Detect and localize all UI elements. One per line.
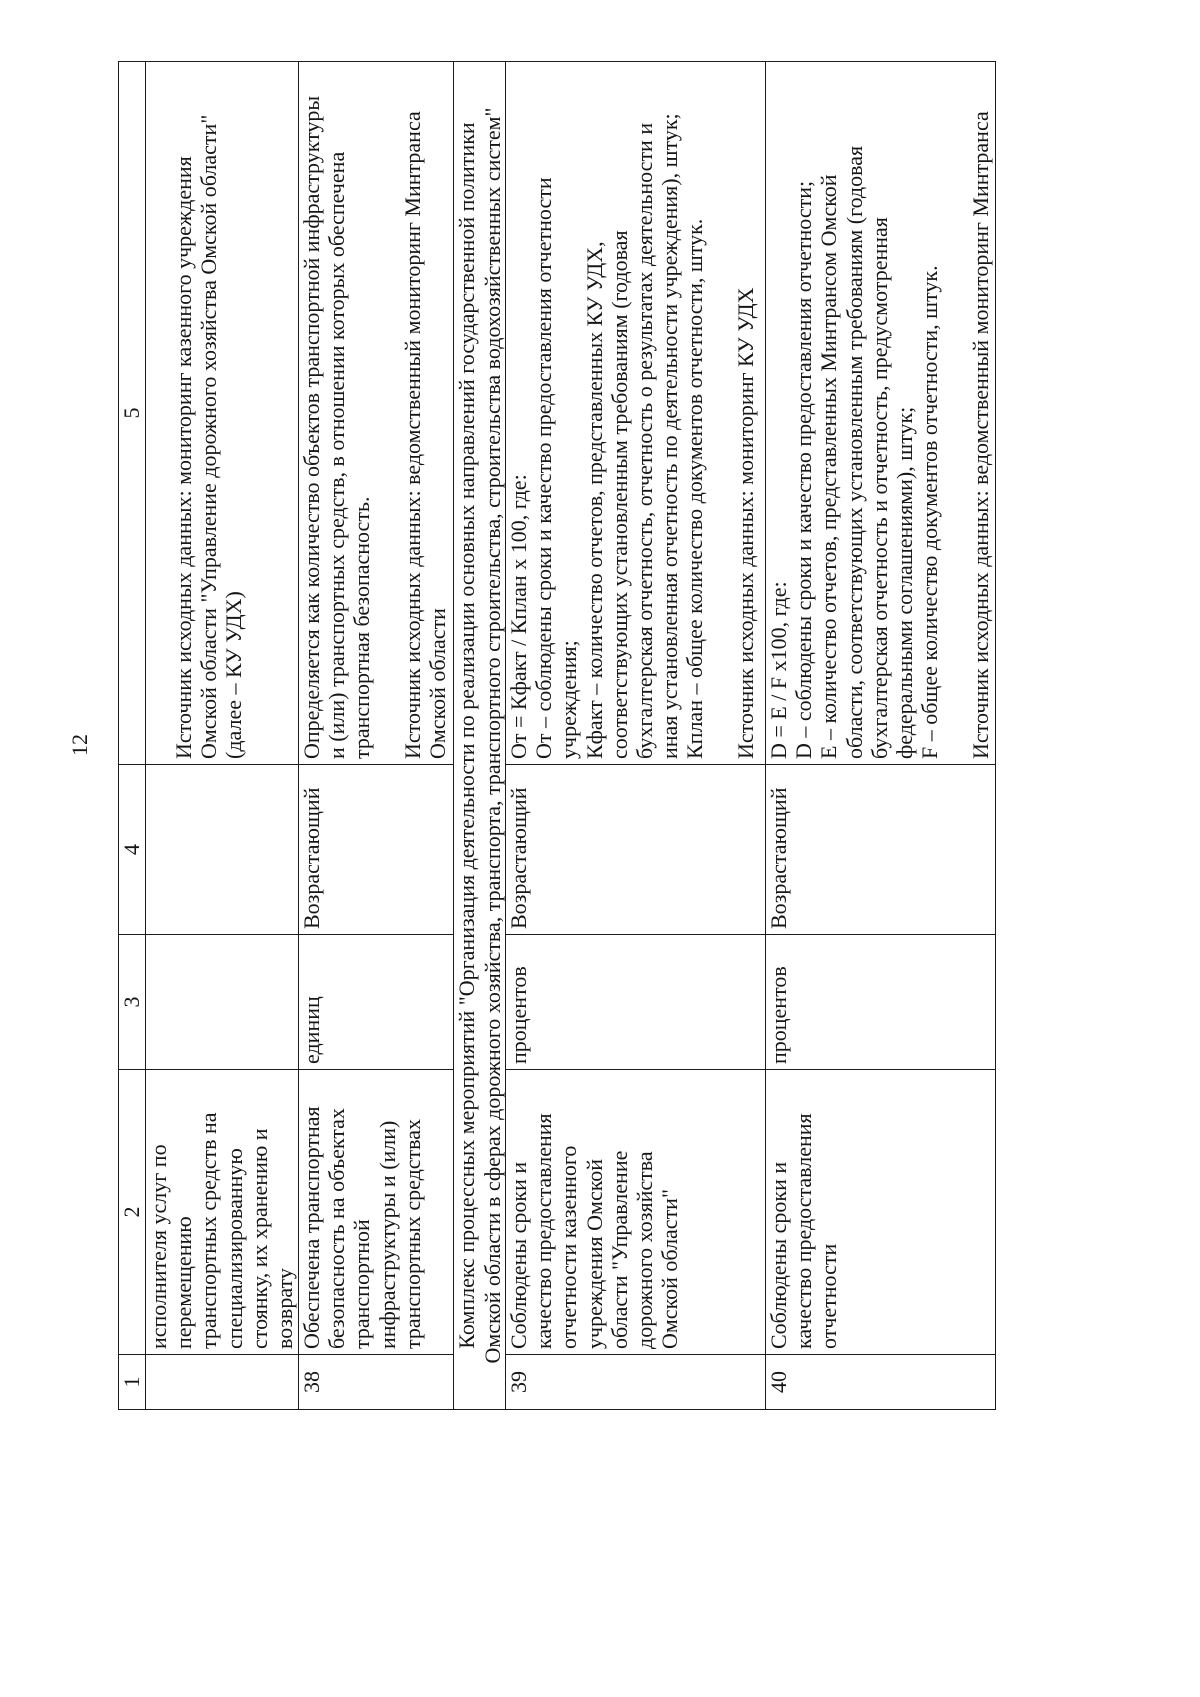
indicator-name-cell: Соблюдены сроки и качество предоставления отчетности [766,1070,996,1355]
table-row-40 [766,62,996,1410]
calculation-method-cell: Определяется как количество объектов транспортной инфраструктуры и (или) транспортных средств, в отношении которых обеспечена транспортная безопасность. Источник исходных данных: ведомственный мониторинг Минтранса Омской области [299,62,454,765]
indicator-name-cell: исполнителя услуг по перемещению транспортных средств на специализированную стоянку, их хранению и возврату [146,1070,299,1355]
table-row-39 [506,62,766,1410]
header-cell-5: 5 [119,62,146,765]
indicator-name-cell: Обеспечена транспортная безопасность на объектах транспортной инфраструктуры и (или) транспортных средствах [299,1070,454,1355]
row-number-cell: 39 [506,1355,766,1410]
row-number-cell: 38 [299,1355,454,1410]
row-number-cell [146,1355,299,1410]
rotated-sheet [58,62,995,1410]
unit-cell: процентов [766,935,996,1070]
calculation-method-cell: D = E / F х100, где: D – соблюдены сроки и качество предоставления отчетности; E – количество отчетов, представленных Минтрансом Омской области, соответствующих установленным требованиям (годовая бухгалтерская отчетность и отчетность, предусмотренная федеральными соглашениями), штук; F – общее количество документов отчетности, штук. Источник исходных данных: ведомственный мониторинг Минтранса [766,62,996,765]
trend-cell: Возрастающий [299,765,454,935]
header-cell-2: 2 [119,1070,146,1355]
calculation-method-cell: От = Кфакт / Кплан х 100, где: От – соблюдены сроки и качество предоставления отчетности учреждения; Кфакт – количество отчетов, представленных КУ УДХ, соответствующих установленным требованиям (годовая бухгалтерская отчетность, отчетность о результатах деятельности и иная установленная отчетность по деятельности учреждения), штук; Кплан – общее количество документов отчетности, штук. Источник исходных данных: мониторинг КУ УДХ [506,62,766,765]
header-cell-4: 4 [119,765,146,935]
calculation-method-cell: Источник исходных данных: мониторинг казенного учреждения Омской области "Управление дорожного хозяйства Омской области" (далее – КУ УДХ) [146,62,299,765]
section-title-cell: Комплекс процессных мероприятий "Организация деятельности по реализации основных направлений государственной политики Омской области в сферах дорожного хозяйства, транспорта, транспортного строительства, строительства водохозяйственных систем" [454,62,506,1410]
unit-cell [146,935,299,1070]
unit-cell: процентов [506,935,766,1070]
trend-cell: Возрастающий [506,765,766,935]
header-cell-1: 1 [119,1355,146,1410]
trend-cell: Возрастающий [766,765,996,935]
table-body [119,62,996,1410]
indicator-table [118,61,996,1410]
indicator-name-cell: Соблюдены сроки и качество предоставления отчетности казенного учреждения Омской области "Управление дорожного хозяйства Омской области" [506,1070,766,1355]
unit-cell: единиц [299,935,454,1070]
row-number-cell: 40 [766,1355,996,1410]
table-row-continuation [146,62,299,1410]
page-number: 12 [67,734,92,756]
table-row-38 [299,62,454,1410]
header-cell-3: 3 [119,935,146,1070]
table-section-row [454,62,506,1410]
table-header-row [119,62,146,1410]
trend-cell [146,765,299,935]
